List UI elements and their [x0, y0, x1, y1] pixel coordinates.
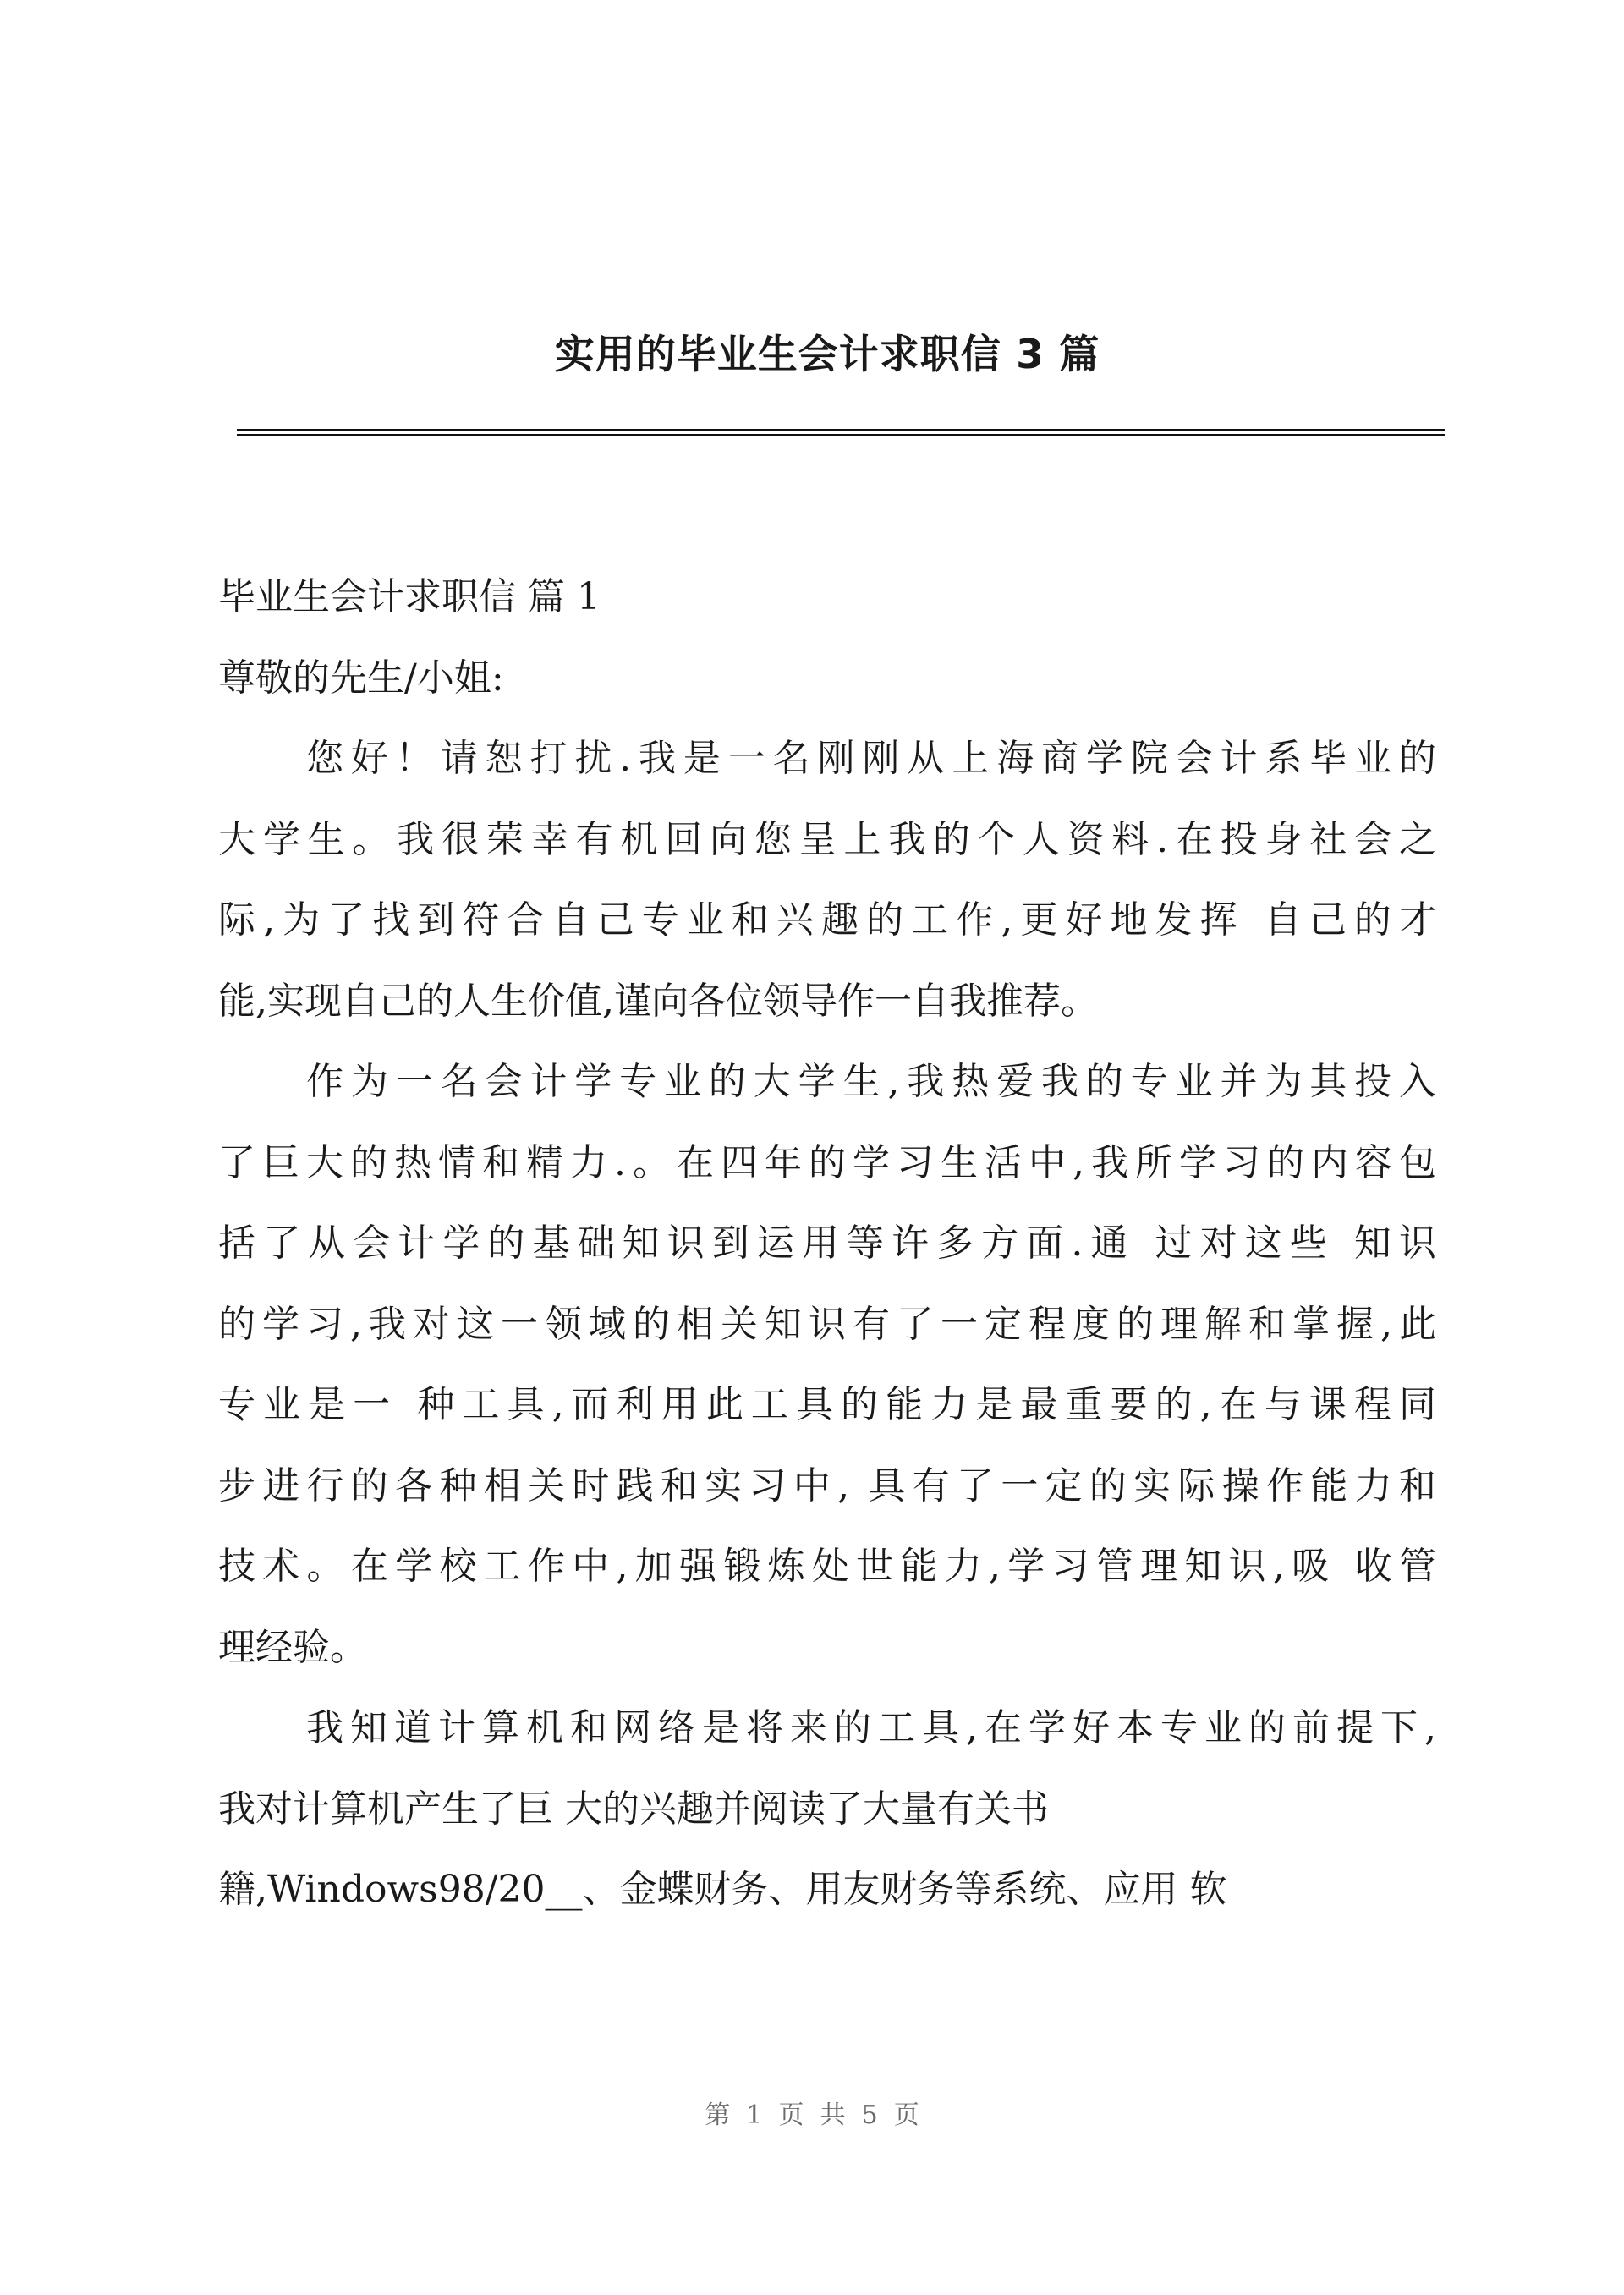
- paragraph-2-line-2: 了巨大的热情和精力.。在四年的学习生活中,我所学习的内容包: [218, 1140, 1436, 1184]
- document-body: [218, 557, 1436, 1930]
- paragraph-2-line-1: 作为一名会计学专业的大学生,我热爱我的专业并为其投入: [306, 1060, 1436, 1103]
- title-rule-bottom: [237, 434, 1445, 436]
- paragraph-3-line-2: 我对计算机产生了巨 大的兴趣并阅读了大量有关书: [218, 1787, 1049, 1831]
- paragraph-1-line-1: 您好！请恕打扰.我是一名刚刚从上海商学院会计系毕业的: [306, 737, 1436, 780]
- section-heading: 毕业生会计求职信 篇 1: [218, 575, 601, 618]
- paragraph-1-line-4: 能,实现自己的人生价值,谨向各位领导作一自我推荐。: [218, 979, 1098, 1023]
- paragraph-3-line-1: 我知道计算机和网络是将来的工具,在学好本专业的前提下,: [306, 1706, 1436, 1749]
- salutation: 尊敬的先生/小姐:: [218, 656, 504, 700]
- paragraph-3-line-3: 籍,Windows98/20__、金蝶财务、用友财务等系统、应用 软: [218, 1868, 1227, 1911]
- paragraph-1-line-3: 际,为了找到符合自己专业和兴趣的工作,更好地发挥 自己的才: [218, 898, 1436, 942]
- document-title: 实用的毕业生会计求职信 3 篇: [554, 332, 1100, 378]
- paragraph-2-line-8: 理经验。: [218, 1625, 367, 1669]
- paragraph-2-line-4: 的学习,我对这一领域的相关知识有了一定程度的理解和掌握,此: [218, 1302, 1436, 1346]
- title-rule-top: [237, 429, 1445, 431]
- paragraph-2-line-5: 专业是一 种工具,而利用此工具的能力是最重要的,在与课程同: [218, 1383, 1436, 1426]
- page-number-footer: 第 1 页 共 5 页: [705, 2100, 919, 2130]
- paragraph-1-line-2: 大学生。我很荣幸有机回向您呈上我的个人资料.在投身社会之: [218, 817, 1436, 861]
- paragraph-2-line-6: 步进行的各种相关时践和实习中, 具有了一定的实际操作能力和: [218, 1463, 1436, 1507]
- paragraph-2-line-7: 技术。在学校工作中,加强锻炼处世能力,学习管理知识,吸 收管: [218, 1545, 1436, 1588]
- paragraph-2-line-3: 括了从会计学的基础知识到运用等许多方面.通 过对这些 知识: [218, 1222, 1436, 1265]
